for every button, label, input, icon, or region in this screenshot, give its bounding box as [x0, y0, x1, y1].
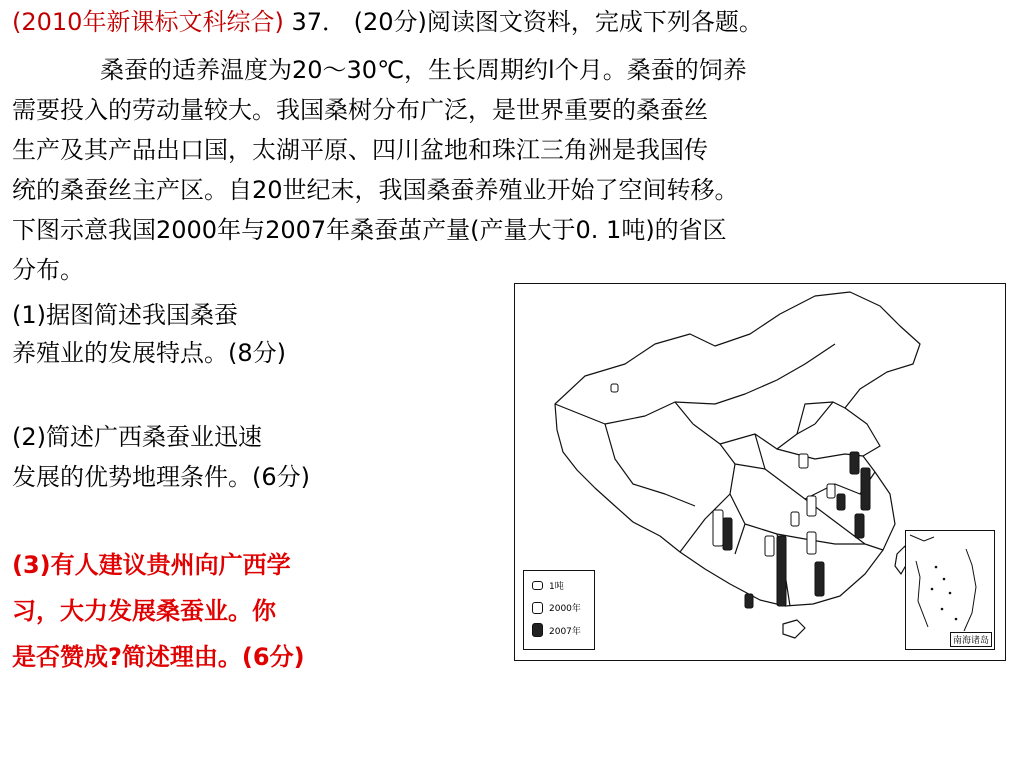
question-2-line-1: (2)简述广西桑蚕业迅速: [12, 423, 262, 451]
legend-2007-label: 2007年: [549, 626, 581, 637]
question-3-line-2: 习，大力发展桑蚕业。你: [12, 597, 276, 625]
question-2-line-2: 发展的优势地理条件。(6分): [12, 463, 310, 491]
question-3-line-3: 是否赞成?简述理由。(6分): [12, 643, 305, 671]
header-line: [12, 4, 763, 40]
production-bars-2007: [723, 452, 870, 608]
passage-line-1: 桑蚕的适养温度为20～30℃，生长周期约l个月。桑蚕的饲养: [100, 56, 747, 84]
silkworm-production-map: [514, 283, 1006, 661]
question-1-line-2: 养殖业的发展特点。(8分): [12, 339, 286, 367]
legend-2000-row: [532, 601, 581, 614]
bar-2007-icon: [532, 623, 543, 637]
question-3-line-1: (3)有人建议贵州向广西学: [12, 551, 291, 579]
question-instruction: 阅读图文资料，完成下列各题。: [426, 8, 763, 36]
question-source: (2010年新课标文科综合): [12, 8, 284, 36]
legend-unit-row: [532, 579, 564, 592]
bar-2000-icon: [532, 602, 543, 614]
passage-line-2: 需要投入的劳动量较大。我国桑树分布广泛，是世界重要的桑蚕丝: [12, 96, 708, 124]
unit-symbol-icon: [532, 581, 543, 590]
question-1-line-1: (1)据图简述我国桑蚕: [12, 301, 238, 329]
question-number: 37．: [283, 8, 346, 36]
question-score: (20分): [353, 8, 427, 36]
passage-line-5: 下图示意我国2000年与2007年桑蚕茧产量(产量大于0. 1吨)的省区: [12, 216, 727, 244]
legend-2000-label: 2000年: [549, 604, 581, 614]
passage-line-4: 统的桑蚕丝主产区。自20世纪末，我国桑蚕养殖业开始了空间转移。: [12, 176, 739, 204]
legend-2007-row: [532, 623, 581, 637]
legend-unit-label: 1吨: [549, 582, 564, 592]
map-legend: [523, 570, 595, 650]
passage-line-6: 分布。: [12, 256, 84, 284]
south-china-sea-inset: [905, 530, 995, 650]
inset-label: 南海诸岛: [950, 632, 992, 647]
passage-line-3: 生产及其产品出口国，太湖平原、四川盆地和珠江三角洲是我国传: [12, 136, 708, 164]
